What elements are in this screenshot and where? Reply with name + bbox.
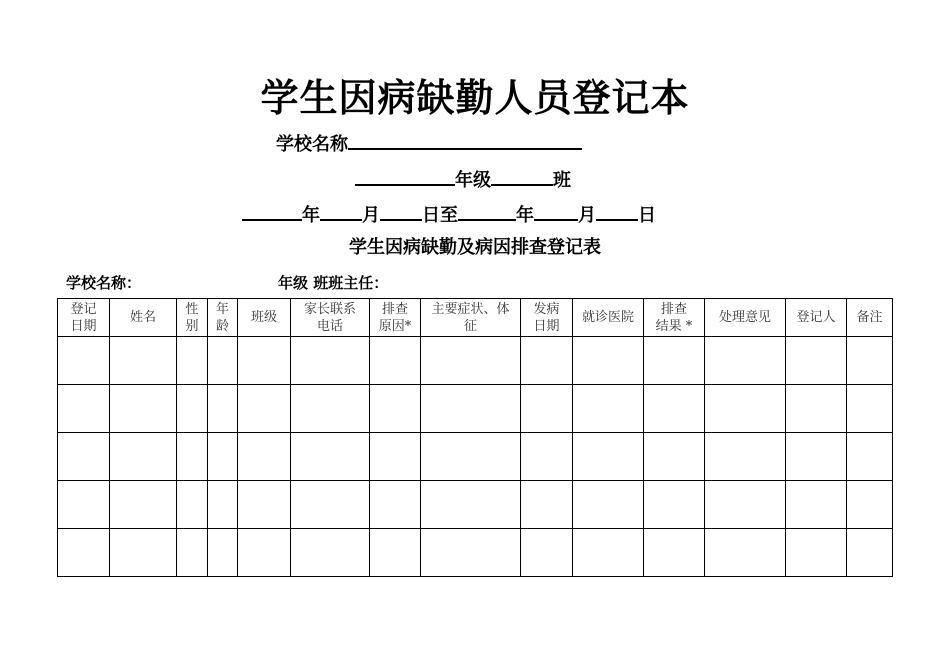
column-header: [573, 299, 644, 337]
column-header-text: 主要症状、体: [431, 301, 510, 317]
table-cell[interactable]: [177, 481, 208, 529]
table-cell[interactable]: [786, 481, 847, 529]
table-cell[interactable]: [238, 337, 291, 385]
table-cell[interactable]: [110, 529, 177, 577]
column-header-text: 就诊医院: [581, 310, 634, 325]
table-cell[interactable]: [573, 385, 644, 433]
table-cell[interactable]: [370, 481, 421, 529]
table-cell[interactable]: [177, 385, 208, 433]
column-header-text: 日期: [70, 318, 97, 334]
table-cell[interactable]: [705, 529, 786, 577]
table-cell[interactable]: [110, 385, 177, 433]
table-cell[interactable]: [644, 385, 705, 433]
column-header-text: 电话: [316, 318, 343, 334]
table-cell[interactable]: [208, 529, 238, 577]
end-day-label: 日: [638, 205, 656, 226]
table-cell[interactable]: [58, 337, 110, 385]
table-cell[interactable]: [644, 481, 705, 529]
column-header-text: 发病: [533, 301, 560, 317]
table-header-row: [58, 299, 893, 337]
table-cell[interactable]: [421, 385, 521, 433]
table-cell[interactable]: [58, 529, 110, 577]
table-cell[interactable]: [58, 481, 110, 529]
class-blank[interactable]: [491, 166, 553, 186]
table-cell[interactable]: [644, 433, 705, 481]
table-cell[interactable]: [644, 529, 705, 577]
form-subtitle: 学生因病缺勤及病因排查登记表: [349, 237, 601, 258]
table-cell[interactable]: [291, 529, 370, 577]
table-cell[interactable]: [705, 481, 786, 529]
registration-table: [57, 298, 893, 577]
table-cell[interactable]: [58, 385, 110, 433]
table-cell[interactable]: [847, 433, 893, 481]
table-cell[interactable]: [786, 337, 847, 385]
end-month-label: 月: [578, 205, 596, 226]
table-cell[interactable]: [291, 385, 370, 433]
date-range-line: [242, 201, 656, 228]
column-header-text: 备注: [856, 310, 883, 325]
school-name-line: [276, 130, 582, 157]
column-header-text: 家长联系: [303, 301, 356, 317]
table-row: [58, 529, 893, 577]
info-school-label: 学校名称：: [66, 274, 142, 292]
info-grade-teacher-label: 年级 班班主任：: [278, 274, 389, 292]
table-cell[interactable]: [370, 529, 421, 577]
table-cell[interactable]: [208, 433, 238, 481]
column-header-text: 处理意见: [718, 310, 771, 325]
table-cell[interactable]: [370, 433, 421, 481]
end-month-blank[interactable]: [534, 201, 578, 221]
table-row: [58, 385, 893, 433]
grade-blank[interactable]: [355, 166, 455, 186]
table-cell[interactable]: [573, 433, 644, 481]
column-header-text: 日期: [533, 318, 560, 334]
table-cell[interactable]: [370, 337, 421, 385]
table-cell[interactable]: [573, 529, 644, 577]
school-name-blank[interactable]: [348, 130, 582, 150]
end-year-label: 年: [516, 205, 534, 226]
table-cell[interactable]: [177, 529, 208, 577]
table-body: [58, 337, 893, 577]
table-cell[interactable]: [177, 337, 208, 385]
start-year-label: 年: [302, 205, 320, 226]
table-cell[interactable]: [238, 433, 291, 481]
table-cell[interactable]: [291, 337, 370, 385]
table-cell[interactable]: [705, 337, 786, 385]
column-header-text: 登记: [70, 301, 97, 317]
table-cell[interactable]: [421, 481, 521, 529]
column-header: [521, 299, 573, 337]
column-header-text: 登记人: [796, 310, 836, 325]
start-month-blank[interactable]: [320, 201, 362, 221]
column-header-text: 原因*: [378, 318, 412, 334]
table-cell[interactable]: [291, 481, 370, 529]
column-header: [208, 299, 238, 337]
grade-label: 年级: [455, 170, 491, 191]
column-header-text: 征: [463, 318, 477, 334]
page-title: 学生因病缺勤人员登记本: [260, 75, 690, 120]
table-cell[interactable]: [208, 337, 238, 385]
column-header: [421, 299, 521, 337]
table-cell[interactable]: [370, 385, 421, 433]
column-header-text: 龄: [215, 318, 229, 334]
table-row: [58, 337, 893, 385]
table-cell[interactable]: [521, 433, 573, 481]
table-cell[interactable]: [58, 433, 110, 481]
table-cell[interactable]: [238, 385, 291, 433]
table-cell[interactable]: [521, 385, 573, 433]
start-day-label: 日至: [422, 205, 458, 226]
table-cell[interactable]: [786, 433, 847, 481]
table-cell[interactable]: [291, 433, 370, 481]
table-cell[interactable]: [208, 481, 238, 529]
column-header: [177, 299, 208, 337]
table-cell[interactable]: [238, 529, 291, 577]
table-cell[interactable]: [521, 337, 573, 385]
table-cell[interactable]: [705, 433, 786, 481]
table-cell[interactable]: [421, 529, 521, 577]
start-day-blank[interactable]: [380, 201, 422, 221]
column-header: [786, 299, 847, 337]
column-header: [291, 299, 370, 337]
column-header-text: 年: [215, 301, 229, 317]
grade-class-line: [355, 166, 571, 193]
table-cell[interactable]: [573, 481, 644, 529]
table-row: [58, 481, 893, 529]
table-cell[interactable]: [786, 385, 847, 433]
column-header: [847, 299, 893, 337]
table-cell[interactable]: [208, 385, 238, 433]
table-cell[interactable]: [521, 529, 573, 577]
table-cell[interactable]: [786, 529, 847, 577]
column-header: [644, 299, 705, 337]
table-cell[interactable]: [110, 337, 177, 385]
column-header: [58, 299, 110, 337]
column-header-text: 排查: [381, 301, 408, 317]
table-cell[interactable]: [521, 481, 573, 529]
table-cell[interactable]: [238, 481, 291, 529]
column-header-text: 排查: [660, 301, 687, 317]
class-label: 班: [553, 170, 571, 191]
table-row: [58, 433, 893, 481]
start-year-blank[interactable]: [242, 201, 302, 221]
column-header-text: 结果 *: [655, 318, 693, 334]
table-cell[interactable]: [847, 481, 893, 529]
column-header: [238, 299, 291, 337]
table-cell[interactable]: [110, 481, 177, 529]
end-year-blank[interactable]: [458, 201, 516, 221]
start-month-label: 月: [362, 205, 380, 226]
column-header: [110, 299, 177, 337]
column-header: [370, 299, 421, 337]
school-name-label: 学校名称: [276, 134, 348, 155]
table-cell[interactable]: [705, 385, 786, 433]
end-day-blank[interactable]: [596, 201, 638, 221]
table-cell[interactable]: [573, 337, 644, 385]
column-header-text: 别: [185, 318, 199, 334]
column-header: [705, 299, 786, 337]
column-header-text: 姓名: [129, 310, 156, 325]
table-cell[interactable]: [110, 433, 177, 481]
table-cell[interactable]: [847, 385, 893, 433]
table-cell[interactable]: [847, 337, 893, 385]
column-header-text: 性: [185, 301, 199, 317]
column-header-text: 班级: [250, 310, 277, 325]
table-cell[interactable]: [847, 529, 893, 577]
table-cell[interactable]: [421, 433, 521, 481]
table-cell[interactable]: [421, 337, 521, 385]
table-cell[interactable]: [177, 433, 208, 481]
table-cell[interactable]: [644, 337, 705, 385]
